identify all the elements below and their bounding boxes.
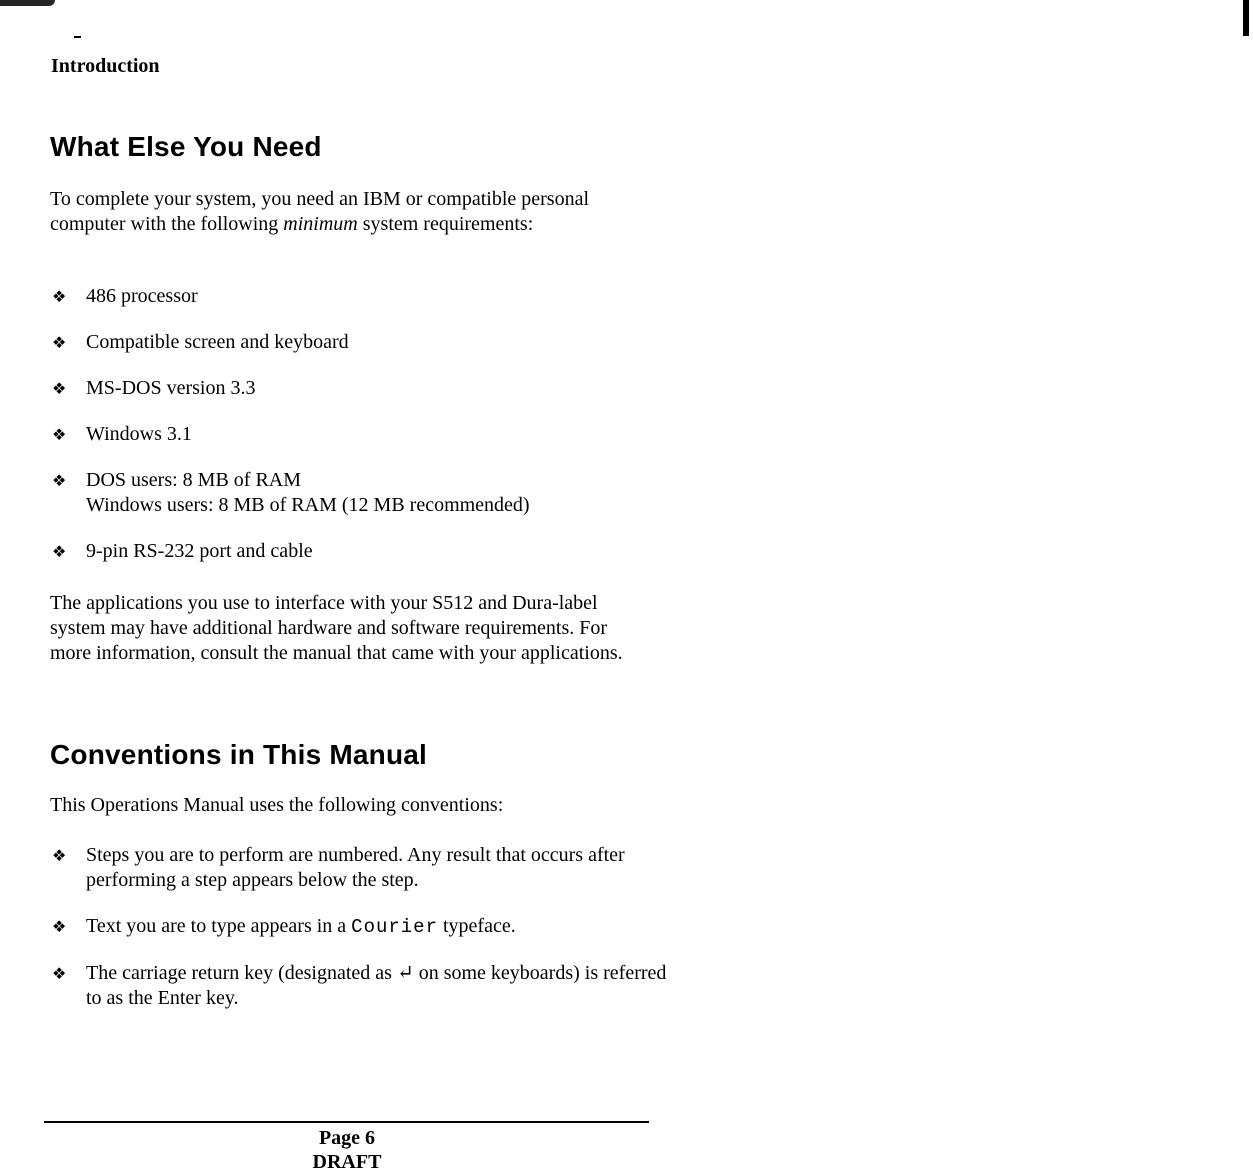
diamond-bullet-icon: ❖ (52, 846, 67, 865)
list-item (50, 330, 670, 355)
list-item (50, 961, 670, 1011)
requirements-intro (50, 187, 610, 237)
courier-sample: Courier (351, 916, 438, 938)
diamond-bullet-icon: ❖ (52, 964, 67, 983)
diamond-bullet-icon: ❖ (52, 425, 67, 444)
list-item-text: Text you are to type appears in a (86, 915, 352, 937)
page-number: Page 6 (318, 1127, 376, 1149)
diamond-bullet-icon: ❖ (52, 917, 67, 936)
requirements-intro-emphasis: minimum (283, 213, 358, 235)
applications-paragraph: The applications you use to interface with your S512 and Dura-label system may have additional hardware and software requirements. For more information, consult the manual that came with your applications. (50, 592, 623, 664)
list-item (50, 284, 670, 309)
diamond-bullet-icon: ❖ (52, 379, 67, 398)
list-item-text: The carriage return key (designated as ↵ on some keyboards) is referred to as the Enter key. (86, 962, 667, 1009)
requirements-list (50, 284, 670, 585)
conventions-intro: This Operations Manual uses the following conventions: (50, 794, 504, 816)
requirements-intro-text: To complete your system, you need an IBM or compatible personal computer with the following (50, 188, 590, 235)
diamond-bullet-icon: ❖ (52, 333, 67, 352)
scan-artifact-top-left (0, 0, 55, 6)
running-header: Introduction (51, 55, 160, 77)
list-item (50, 468, 670, 518)
list-item (50, 422, 670, 447)
scan-artifact-right-edge (1243, 0, 1249, 36)
heading-what-else-you-need: What Else You Need (50, 131, 322, 162)
list-item (50, 843, 646, 893)
list-item-text: MS-DOS version 3.3 (86, 377, 256, 399)
list-item-text: Compatible screen and keyboard (86, 331, 349, 353)
diamond-bullet-icon: ❖ (52, 287, 67, 306)
list-item-text: 9-pin RS-232 port and cable (86, 540, 313, 562)
list-item-text: DOS users: 8 MB of RAM (86, 469, 302, 491)
footer-rule (44, 1121, 649, 1123)
list-item-text-second-line: Windows users: 8 MB of RAM (12 MB recommended) (86, 494, 530, 516)
scan-artifact-speck (74, 36, 81, 38)
draft-label: DRAFT (312, 1151, 382, 1173)
diamond-bullet-icon: ❖ (52, 471, 67, 490)
list-item-text-end: typeface. (438, 915, 516, 937)
list-item (50, 914, 670, 940)
list-item (50, 539, 670, 564)
requirements-intro-text-end: system requirements: (357, 213, 534, 235)
conventions-list (50, 843, 670, 1032)
diamond-bullet-icon: ❖ (52, 542, 67, 561)
list-item-text: Windows 3.1 (86, 423, 192, 445)
list-item-text: 486 processor (86, 285, 198, 307)
list-item-text: Steps you are to perform are numbered. Any result that occurs after performing a step appears below the step. (86, 844, 625, 891)
heading-conventions: Conventions in This Manual (50, 739, 427, 770)
list-item (50, 376, 670, 401)
